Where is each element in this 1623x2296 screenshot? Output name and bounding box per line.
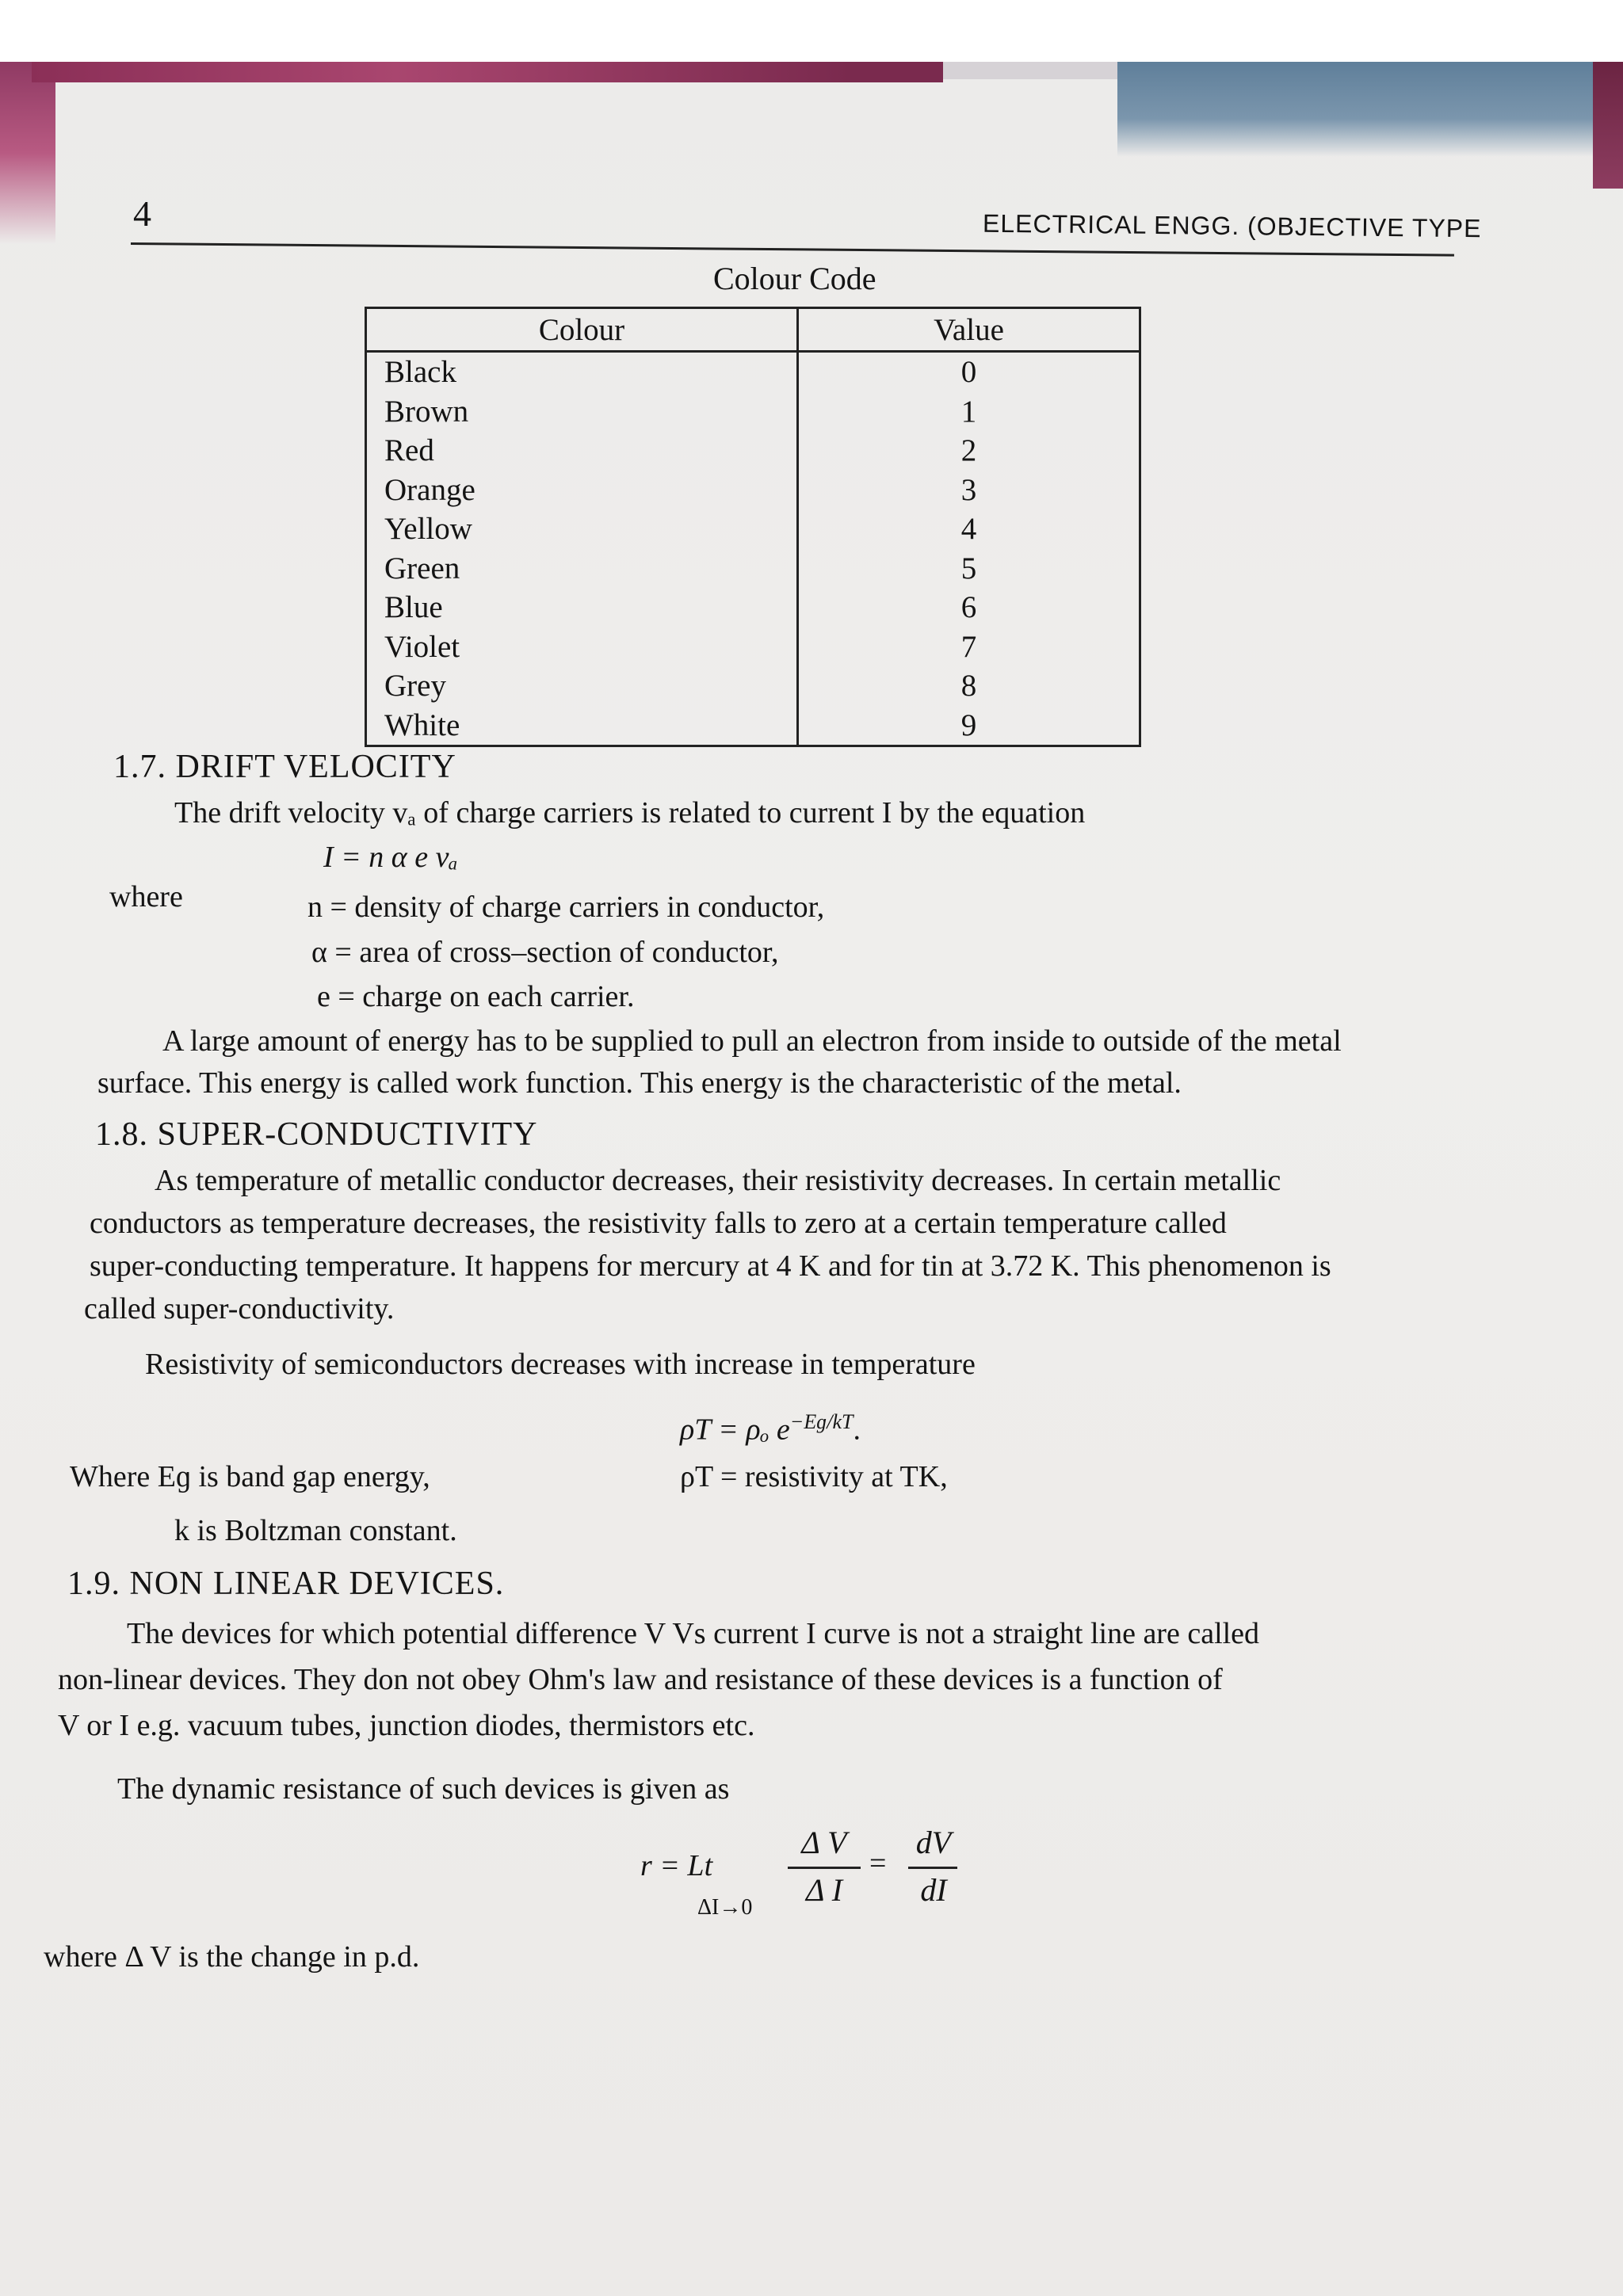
column-header-value: Value xyxy=(798,308,1140,352)
colour-cell: Grey xyxy=(366,666,798,706)
value-cell: 5 xyxy=(798,549,1140,589)
colour-cell: Black xyxy=(366,352,798,392)
value-cell: 6 xyxy=(798,588,1140,627)
table-row xyxy=(366,352,1140,392)
semiconductor-statement: Resistivity of semiconductors decreases with increase in temperature xyxy=(145,1348,976,1381)
formula-tail: . xyxy=(853,1413,861,1447)
table-row xyxy=(366,392,1140,432)
bandgap-definition: Where Eɡ is band gap energy, xyxy=(70,1460,430,1493)
equation-equals: = xyxy=(869,1847,887,1880)
fraction-2-bar xyxy=(908,1867,957,1869)
colour-cell: Orange xyxy=(366,471,798,510)
fraction-1-numerator: Δ V xyxy=(801,1825,847,1860)
delta-v-definition: where Δ V is the change in p.d. xyxy=(44,1940,420,1974)
where-label: where xyxy=(109,880,183,913)
colour-cell: Green xyxy=(366,549,798,589)
page-edge-top xyxy=(32,62,943,82)
section-heading-super-conductivity: 1.8. SUPER-CONDUCTIVITY xyxy=(95,1116,538,1153)
table-row xyxy=(366,627,1140,667)
equation-limit: ΔI→0 xyxy=(697,1895,753,1920)
superconductivity-line-1: As temperature of metallic conductor decreases, their resistivity decreases. In certain metallic xyxy=(155,1164,1281,1197)
definition-n: n = density of charge carriers in conductor, xyxy=(307,891,825,924)
fraction-1-bar xyxy=(788,1867,861,1869)
work-function-line-2: surface. This energy is called work function. This energy is the characteristic of the metal. xyxy=(97,1066,1182,1100)
formula-lhs: ρT = ρₒ e xyxy=(680,1413,790,1447)
colour-cell: Brown xyxy=(366,392,798,432)
nonlinear-line-3: V or I e.g. vacuum tubes, junction diodes, thermistors etc. xyxy=(58,1709,755,1742)
superconductivity-line-2: conductors as temperature decreases, the resistivity falls to zero at a certain temperature called xyxy=(90,1207,1227,1240)
table-row xyxy=(366,706,1140,746)
table-row xyxy=(366,471,1140,510)
colour-cell: Yellow xyxy=(366,509,798,549)
nonlinear-line-1: The devices for which potential difference V Vs current I curve is not a straight line are called xyxy=(127,1617,1260,1650)
section-heading-non-linear: 1.9. NON LINEAR DEVICES. xyxy=(67,1566,505,1602)
value-cell: 9 xyxy=(798,706,1140,746)
superconductivity-line-3: super-conducting temperature. It happens for mercury at 4 K and for tin at 3.72 K. This phenomenon is xyxy=(90,1249,1331,1283)
table-row xyxy=(366,549,1140,589)
page-edge-top-gap xyxy=(943,62,1117,79)
resistivity-formula xyxy=(680,1410,861,1447)
nonlinear-line-2: non-linear devices. They don not obey Ohm's law and resistance of these devices is a function of xyxy=(58,1663,1223,1696)
value-cell: 3 xyxy=(798,471,1140,510)
column-header-colour: Colour xyxy=(366,308,798,352)
table-row xyxy=(366,588,1140,627)
table-row xyxy=(366,431,1140,471)
work-function-line-1: A large amount of energy has to be supplied to pull an electron from inside to outside of the metal xyxy=(162,1024,1342,1058)
dynamic-resistance-intro: The dynamic resistance of such devices is given as xyxy=(117,1772,730,1806)
fraction-1-denominator: Δ I xyxy=(805,1872,843,1908)
superconductivity-line-4: called super-conductivity. xyxy=(84,1292,395,1325)
fraction-2-numerator: dV xyxy=(915,1825,952,1860)
table-row xyxy=(366,509,1140,549)
value-cell: 7 xyxy=(798,627,1140,667)
section-heading-drift-velocity: 1.7. DRIFT VELOCITY xyxy=(113,749,456,785)
colour-cell: White xyxy=(366,706,798,746)
running-header: ELECTRICAL ENGG. (OBJECTIVE TYPE xyxy=(982,208,1482,243)
table-title: Colour Code xyxy=(713,261,876,296)
value-cell: 4 xyxy=(798,509,1140,549)
fraction-2-denominator: dI xyxy=(920,1872,947,1908)
value-cell: 1 xyxy=(798,392,1140,432)
resistivity-definition: ρT = resistivity at TK, xyxy=(680,1460,948,1493)
boltzmann-definition: k is Boltzman constant. xyxy=(174,1514,457,1547)
top-background xyxy=(0,0,1623,62)
value-cell: 8 xyxy=(798,666,1140,706)
colour-code-table xyxy=(365,307,1141,747)
page-number: 4 xyxy=(133,193,151,234)
value-cell: 2 xyxy=(798,431,1140,471)
equation-r-lt: r = Lt xyxy=(640,1849,713,1882)
definition-e: e = charge on each carrier. xyxy=(317,980,635,1013)
page-edge-right xyxy=(1593,62,1623,189)
page-edge-top-right xyxy=(1117,62,1601,157)
page-edge-left xyxy=(0,62,55,244)
formula-exponent: −Eɡ/kT xyxy=(789,1410,854,1433)
definition-alpha: α = area of cross–section of conductor, xyxy=(311,936,779,969)
colour-cell: Blue xyxy=(366,588,798,627)
colour-cell: Violet xyxy=(366,627,798,667)
table-row xyxy=(366,666,1140,706)
value-cell: 0 xyxy=(798,352,1140,392)
colour-cell: Red xyxy=(366,431,798,471)
drift-intro: The drift velocity vₐ of charge carriers is related to current I by the equation xyxy=(174,796,1086,830)
drift-equation: I = n α e vₐ xyxy=(323,841,458,874)
